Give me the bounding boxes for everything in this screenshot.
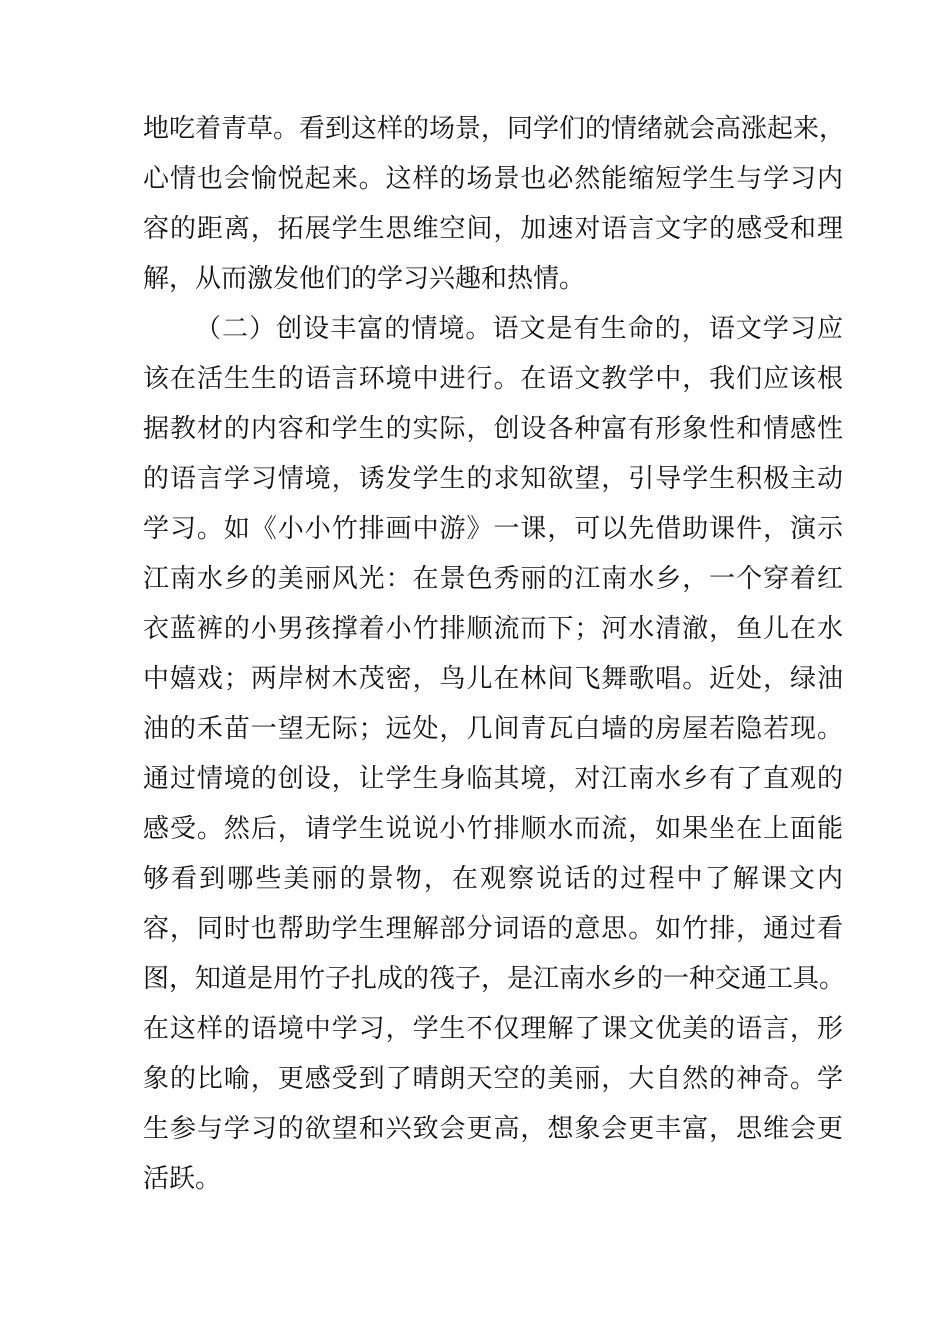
paragraph-line: 通过情境的创设，让学生身临其境，对江南水乡有了直观的 <box>143 764 843 794</box>
paragraph-line: 学习。如《小小竹排画中游》一课，可以先借助课件，演示 <box>143 514 843 544</box>
paragraph-line: 江南水乡的美丽风光：在景色秀丽的江南水乡，一个穿着红 <box>143 564 843 594</box>
paragraph-line: 地吃着青草。看到这样的场景，同学们的情绪就会高涨起来， <box>143 114 846 144</box>
paragraph-line: 图，知道是用竹子扎成的筏子，是江南水乡的一种交通工具。 <box>143 964 846 994</box>
paragraph-line: 活跃。 <box>143 1164 222 1194</box>
paragraph-2 <box>143 304 846 1204</box>
paragraph-line: 感受。然后，请学生说说小竹排顺水而流，如果坐在上面能 <box>143 814 843 844</box>
paragraph-line: 中嬉戏；两岸树木茂密，鸟儿在林间飞舞歌唱。近处，绿油 <box>143 664 843 694</box>
paragraph-line: 容，同时也帮助学生理解部分词语的意思。如竹排，通过看 <box>143 914 843 944</box>
paragraph-line: 心情也会愉悦起来。这样的场景也必然能缩短学生与学习内 <box>143 164 843 194</box>
paragraph-line: 解，从而激发他们的学习兴趣和热情。 <box>143 264 586 294</box>
paragraph-line: 够看到哪些美丽的景物，在观察说话的过程中了解课文内 <box>143 864 843 894</box>
paragraph-line: 象的比喻，更感受到了晴朗天空的美丽，大自然的神奇。学 <box>143 1064 843 1094</box>
paragraph-1 <box>143 104 846 304</box>
document-body <box>143 104 846 1204</box>
paragraph-line: 油的禾苗一望无际；远处，几间青瓦白墙的房屋若隐若现。 <box>143 714 843 744</box>
paragraph-line: （二）创设丰富的情境。语文是有生命的，语文学习应 <box>195 314 843 344</box>
paragraph-line: 的语言学习情境，诱发学生的求知欲望，引导学生积极主动 <box>143 464 843 494</box>
paragraph-line: 容的距离，拓展学生思维空间，加速对语言文字的感受和理 <box>143 214 843 244</box>
paragraph-line: 该在活生生的语言环境中进行。在语文教学中，我们应该根 <box>143 364 843 394</box>
paragraph-line: 据教材的内容和学生的实际，创设各种富有形象性和情感性 <box>143 414 843 444</box>
paragraph-line: 衣蓝裤的小男孩撑着小竹排顺流而下；河水清澈，鱼儿在水 <box>143 614 843 644</box>
paragraph-line: 在这样的语境中学习，学生不仅理解了课文优美的语言，形 <box>143 1014 843 1044</box>
paragraph-line: 生参与学习的欲望和兴致会更高，想象会更丰富，思维会更 <box>143 1114 843 1144</box>
